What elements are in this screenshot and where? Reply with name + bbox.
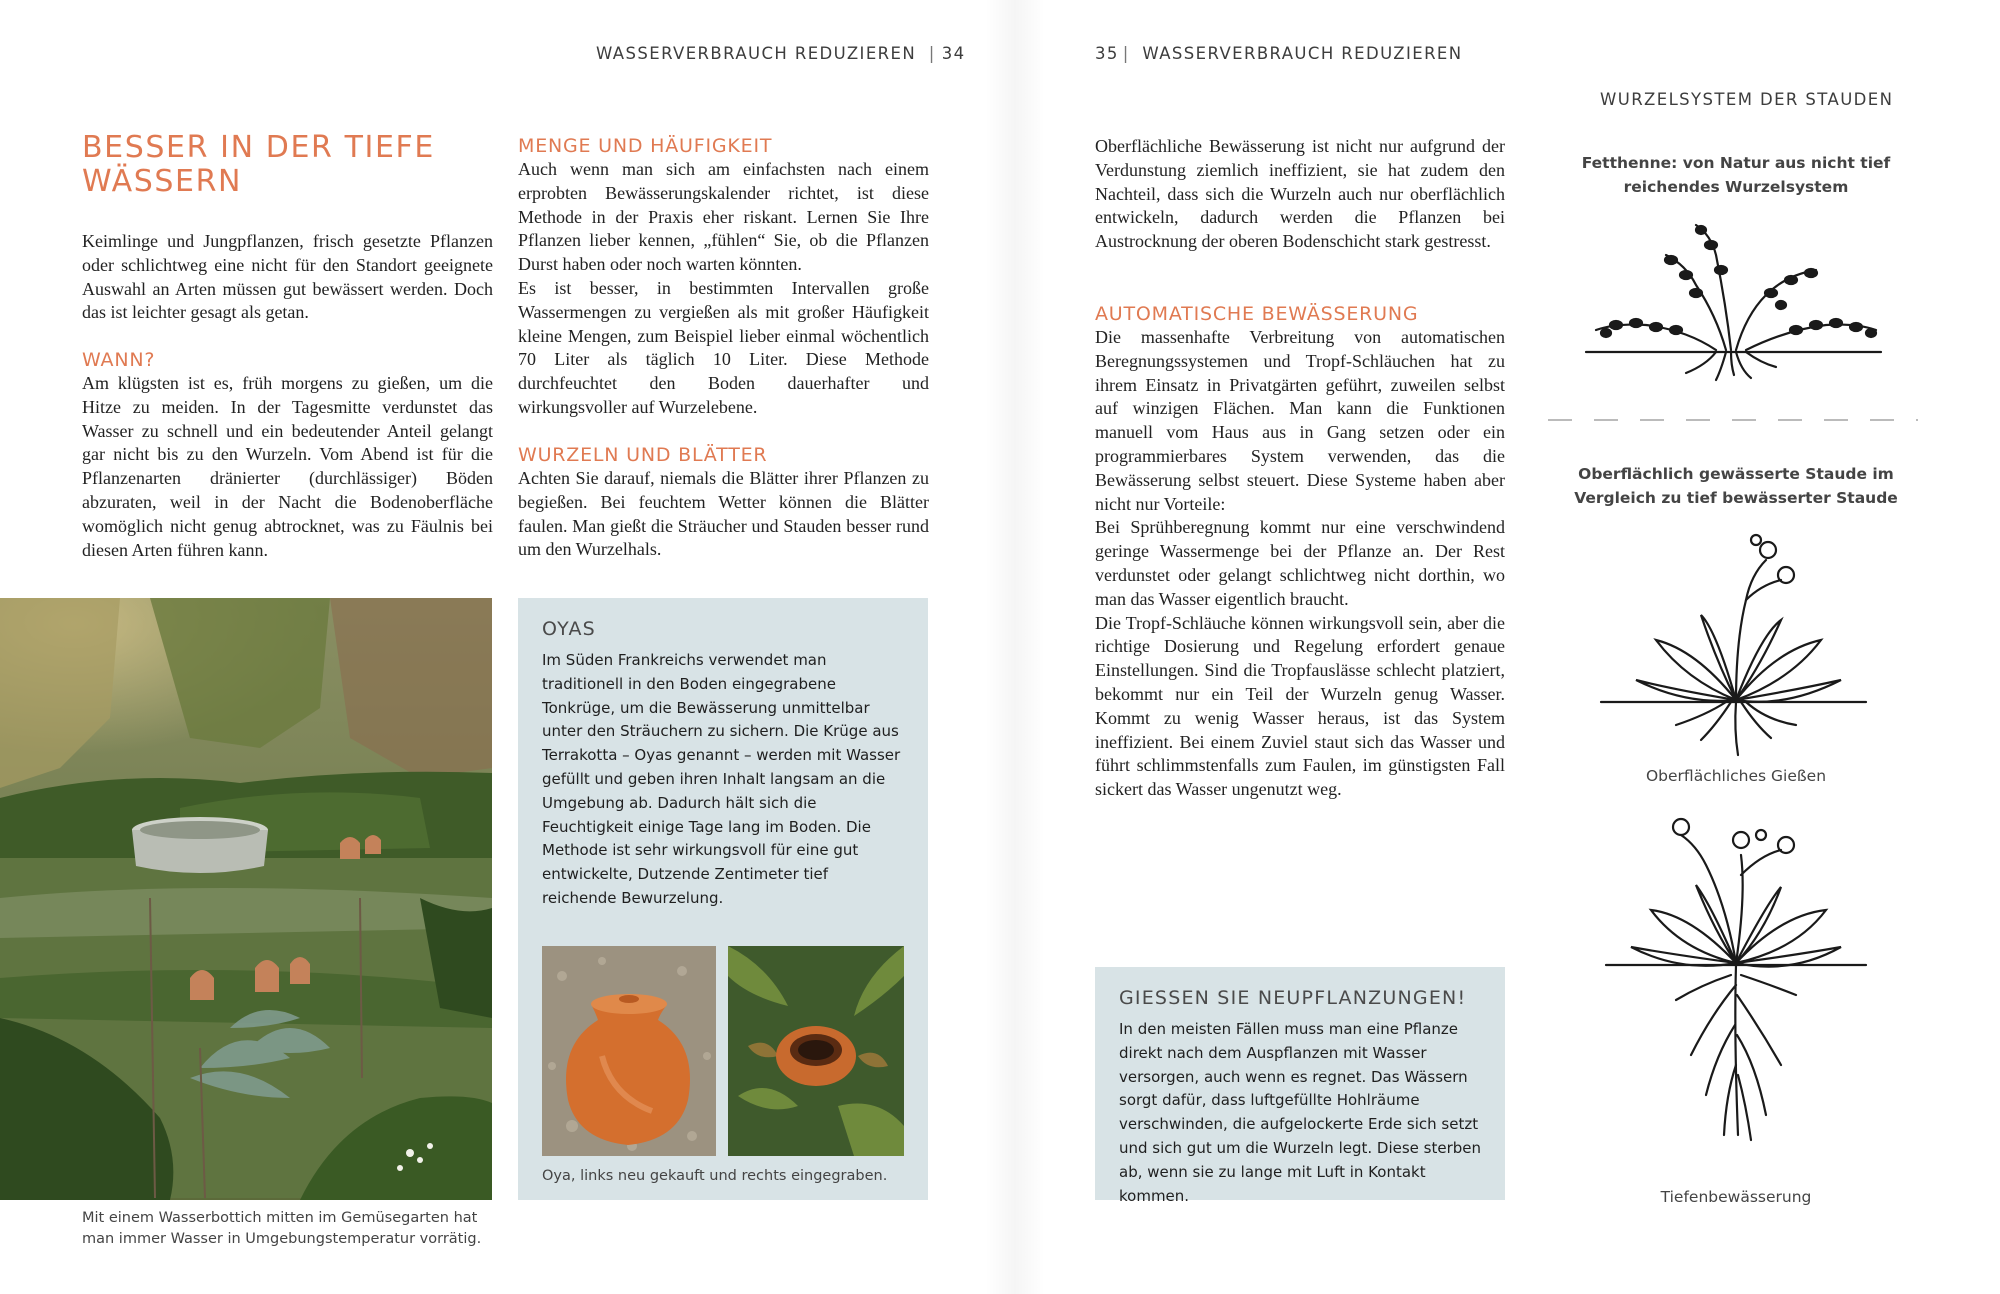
oyas-text: Im Süden Frankreichs verwendet man traditionell in den Boden eingegrabene Tonkrüge, um die Bewässerung unmittelbar unter den Sträuchern zu sichern. Die Krüge aus Terrakotta – Oyas genannt – werden mit Wasser gefüllt und geben ihren Inhalt langsam an die Umgebung ab. Dadurch hält sich die Feuchtigkeit einige Tage lang im Boden. Die Methode ist sehr wirkungsvoll für eine gut entwickelte, Dutzende Zentimeter tief reichende Bewurzelung.	[542, 651, 901, 907]
giessen-heading: GIESSEN SIE NEUPFLANZUNGEN!	[1119, 987, 1467, 1009]
wurzeln-paragraph: Achten Sie darauf, niemals die Blätter ihrer Pflanzen zu begießen. Bei feuchtem Wetter können die Blätter faulen. Man gießt die Sträucher und Stauden besser rund um den Wurzelhals.	[518, 468, 929, 560]
wurzeln-text	[518, 467, 929, 562]
oya-buried-photo	[728, 946, 904, 1156]
garden-photo-caption: Mit einem Wasserbottich mitten im Gemüsegarten hat man immer Wasser in Umgebungstemperatur vorrätig.	[82, 1210, 482, 1247]
page-number-right: 35	[1095, 44, 1119, 63]
garden-photo-image	[0, 598, 492, 1200]
gutter	[985, 0, 1045, 1294]
menge-paragraph-1: Auch wenn man sich am einfachsten nach einem erprobten Bewässerungskalender richtet, ist diese Methode in der Praxis eher riskant. Lernen Sie Ihre Pflanzen lieber kennen, „fühlen“ Sie, ob die Pflanzen Durst haben oder noch warten könnten.	[518, 159, 929, 275]
giessen-text: In den meisten Fällen muss man eine Pflanze direkt nach dem Auspflanzen mit Wasser versorgen, auch wenn es regnet. Das Wässern sorgt dafür, dass luftgefüllte Hohlräume verschwinden, die aufgelockerte Erde sich setzt und sich gut um die Wurzeln legt. Diese sterben ab, wenn sie zu lange mit Luft in Kontakt kommen.	[1119, 1020, 1482, 1205]
wann-text	[82, 372, 493, 562]
oyas-heading: OYAS	[542, 618, 596, 640]
dashed-divider	[1548, 418, 1918, 422]
fetthenne-illustration	[1576, 215, 1896, 395]
auto-paragraph-1: Die massenhafte Verbreitung von automatischen Beregnungssystemen und Tropf-Schläuchen hat zu ihrem Einsatz in Privatgärten geführt, zuweilen selbst auf winzigen Flächen. Man kann die Funktionen manuell vom Haus aus in Gang setzen oder ein programmierbares System verwenden, das die Bewässerung selbst steuert. Diese Systeme haben aber nicht nur Vorteile:	[1095, 327, 1505, 514]
intro-paragraph: Keimlinge und Jungpflanzen, frisch gesetzte Pflanzen oder schlichtweg eine nicht für den Standort geeignete Auswahl an Arten müssen gut bewässert werden. Doch das ist leichter gesagt als getan.	[82, 231, 493, 323]
auto-paragraph-3: Die Tropf-Schläuche können wirkungsvoll sein, aber die richtige Dosierung und Regelung erfordert genaue Einstellungen. Sind die Tropfauslässe schlecht platziert, bekommt nur ein Teil der Wurzeln genug Wasser. Kommt zu wenig Wasser heraus, ist das System ineffizient. Bei einem Zuviel staut sich das Wasser und führt schlimmstenfalls zum Faulen, im günstigsten Fall sickert das Wasser ungenutzt weg.	[1095, 612, 1505, 800]
shallow-plant-drawing	[1596, 530, 1876, 770]
auto-text	[1095, 326, 1505, 802]
running-head-title: WASSERVERBRAUCH REDUZIEREN	[1142, 44, 1463, 63]
running-head-title: WASSERVERBRAUCH REDUZIEREN	[596, 44, 917, 63]
oya-new-image	[542, 946, 716, 1156]
running-head-right	[1095, 44, 1463, 63]
separator: |	[928, 44, 936, 63]
page-title: BESSER IN DER TIEFE WÄSSERN	[82, 130, 435, 199]
oyas-box	[518, 598, 928, 1200]
running-head-left	[596, 44, 966, 63]
giessen-box	[1095, 967, 1505, 1205]
oyas-caption: Oya, links neu gekauft und rechts eingegraben.	[542, 1168, 888, 1184]
deep-plant-drawing	[1596, 815, 1876, 1155]
deep-plant-illustration	[1596, 815, 1876, 1155]
vergleich-caption: Oberflächlich gewässerte Staude im Vergleich zu tief bewässerter Staude	[1574, 465, 1898, 507]
surface-watering-paragraph: Oberflächliche Bewässerung ist nicht nur aufgrund der Verdunstung ziemlich ineffizient, sie hat zudem den Nachteil, dass sich die Wurzeln auch nur oberflächlich entwickeln, dadurch werden die Pflanzen bei Austrocknung der oberen Bodenschicht stark gestresst.	[1095, 136, 1505, 252]
shallow-plant-illustration	[1596, 530, 1876, 770]
menge-heading: MENGE UND HÄUFIGKEIT	[518, 135, 773, 157]
auto-paragraph-2: Bei Sprühberegnung kommt nur eine verschwindend geringe Wassermenge bei der Pflanze an. Der Rest verdunstet oder gelangt schlichtweg nicht dorthin, wo man das Wasser eigentlich braucht.	[1095, 517, 1505, 609]
oberflaechlich-label: Oberflächliches Gießen	[1645, 767, 1827, 785]
surface-watering-text	[1095, 135, 1505, 254]
separator: |	[1122, 44, 1130, 63]
page-number-left: 34	[941, 44, 966, 63]
oya-new-photo	[542, 946, 716, 1156]
fetthenne-caption: Fetthenne: von Natur aus nicht tief reichendes Wurzelsystem	[1581, 154, 1891, 196]
oya-buried-image	[728, 946, 904, 1156]
wann-paragraph: Am klügsten ist es, früh morgens zu gießen, um die Hitze zu meiden. In der Tagesmitte verdunstet das Wasser zu schnell und ein bedeutender Anteil gelangt gar nicht bis zu den Wurzeln. Vom Abend ist für die Pflanzenarten dränierter (durchlässiger) Böden abzuraten, weil in der Nacht die Bodenoberfläche womöglich nicht genug abtrocknet, was zu Fäulnis bei diesen Arten führen kann.	[82, 373, 493, 560]
wurzeln-heading: WURZELN UND BLÄTTER	[518, 444, 768, 466]
garden-photo	[0, 598, 492, 1200]
intro-text	[82, 230, 493, 325]
fetthenne-drawing	[1576, 215, 1896, 395]
tiefen-label: Tiefenbewässerung	[1660, 1188, 1812, 1206]
menge-paragraph-2: Es ist besser, in bestimmten Intervallen große Wassermengen zu vergießen als mit großer Häufigkeit kleine Mengen, zum Beispiel lieber einmal wöchentlich 70 Liter als täglich 10 Liter. Diese Methode durchfeuchtet den Boden dauerhafter und wirkungsvoller auf Wurzelebene.	[518, 277, 929, 417]
auto-heading: AUTOMATISCHE BEWÄSSERUNG	[1095, 303, 1419, 325]
sidebar-heading: WURZELSYSTEM DER STAUDEN	[1600, 90, 1894, 109]
menge-text	[518, 158, 929, 420]
wann-heading: WANN?	[82, 349, 156, 371]
